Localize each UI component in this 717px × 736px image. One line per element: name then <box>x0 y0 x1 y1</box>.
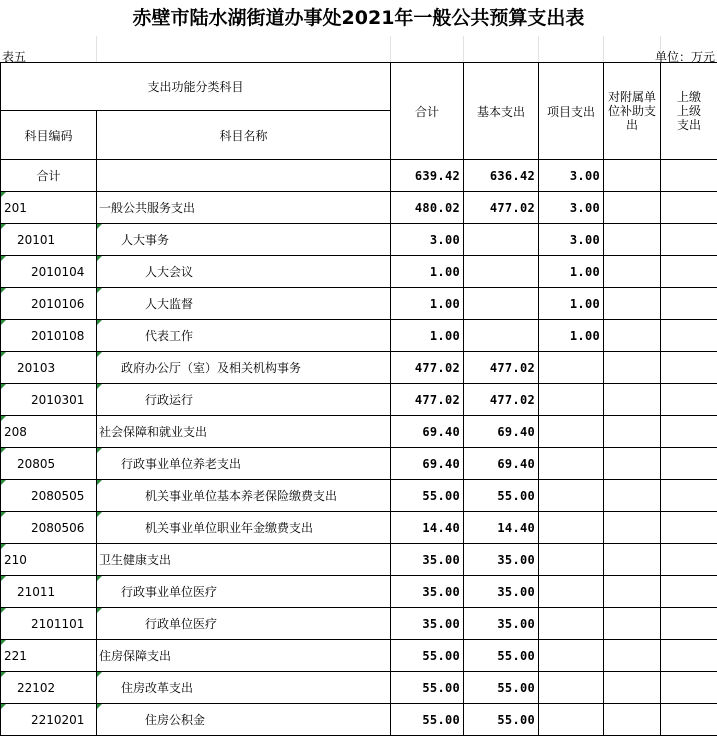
cell-total: 69.40 <box>391 416 464 448</box>
cell-subsidy <box>604 352 661 384</box>
cell-basic: 35.00 <box>464 544 539 576</box>
header-name: 科目名称 <box>97 111 391 160</box>
cell-subsidy <box>604 160 661 192</box>
table-row <box>1 608 717 640</box>
cell-subsidy <box>604 512 661 544</box>
cell-name: 行政事业单位医疗 <box>97 576 391 608</box>
cell-superior <box>661 448 717 480</box>
cell-subsidy <box>604 640 661 672</box>
cell-code: 21011 <box>1 576 97 608</box>
cell-name: 机关事业单位基本养老保险缴费支出 <box>97 480 391 512</box>
cell-superior <box>661 576 717 608</box>
cell-code: 20805 <box>1 448 97 480</box>
table-row <box>1 576 717 608</box>
table-row <box>1 288 717 320</box>
cell-name: 卫生健康支出 <box>97 544 391 576</box>
cell-superior <box>661 608 717 640</box>
table-meta-row <box>0 36 717 62</box>
cell-superior <box>661 544 717 576</box>
table-row <box>1 640 717 672</box>
cell-name: 社会保障和就业支出 <box>97 416 391 448</box>
table-row <box>1 448 717 480</box>
cell-code: 210 <box>1 544 97 576</box>
table-number: 表五 <box>2 48 26 65</box>
cell-project <box>539 384 604 416</box>
cell-basic: 477.02 <box>464 352 539 384</box>
cell-total: 1.00 <box>391 288 464 320</box>
cell-code: 2210201 <box>1 704 97 736</box>
cell-code: 20101 <box>1 224 97 256</box>
cell-project <box>539 448 604 480</box>
cell-name: 政府办公厅（室）及相关机构事务 <box>97 352 391 384</box>
unit-label: 单位：万元 <box>655 48 715 65</box>
table-row <box>1 416 717 448</box>
cell-basic: 636.42 <box>464 160 539 192</box>
cell-basic: 477.02 <box>464 192 539 224</box>
cell-superior <box>661 352 717 384</box>
cell-total: 639.42 <box>391 160 464 192</box>
cell-project <box>539 640 604 672</box>
cell-subsidy <box>604 608 661 640</box>
cell-project: 1.00 <box>539 320 604 352</box>
cell-code: 合计 <box>1 160 97 192</box>
cell-total: 35.00 <box>391 608 464 640</box>
cell-basic: 55.00 <box>464 704 539 736</box>
cell-superior <box>661 320 717 352</box>
cell-name: 代表工作 <box>97 320 391 352</box>
cell-total: 477.02 <box>391 352 464 384</box>
cell-subsidy <box>604 320 661 352</box>
header-total: 合计 <box>391 63 464 160</box>
cell-total: 14.40 <box>391 512 464 544</box>
cell-name: 人大监督 <box>97 288 391 320</box>
cell-name: 住房公积金 <box>97 704 391 736</box>
cell-project <box>539 704 604 736</box>
cell-basic <box>464 320 539 352</box>
cell-basic <box>464 288 539 320</box>
page-title: 赤壁市陆水湖街道办事处2021年一般公共预算支出表 <box>0 0 717 36</box>
cell-project: 3.00 <box>539 224 604 256</box>
cell-total: 35.00 <box>391 544 464 576</box>
cell-code: 22102 <box>1 672 97 704</box>
cell-code: 2080506 <box>1 512 97 544</box>
header-project: 项目支出 <box>539 63 604 160</box>
cell-project <box>539 672 604 704</box>
cell-project <box>539 352 604 384</box>
cell-name: 人大事务 <box>97 224 391 256</box>
cell-name: 行政运行 <box>97 384 391 416</box>
cell-total: 35.00 <box>391 576 464 608</box>
budget-table <box>0 62 717 736</box>
cell-project <box>539 512 604 544</box>
table-row <box>1 160 717 192</box>
cell-basic: 55.00 <box>464 672 539 704</box>
cell-code: 2010301 <box>1 384 97 416</box>
header-code: 科目编码 <box>1 111 97 160</box>
cell-name: 行政事业单位养老支出 <box>97 448 391 480</box>
table-row <box>1 512 717 544</box>
cell-superior <box>661 640 717 672</box>
cell-subsidy <box>604 672 661 704</box>
table-row <box>1 672 717 704</box>
cell-superior <box>661 672 717 704</box>
header-subsidy: 对附属单位补助支出 <box>604 63 661 160</box>
cell-subsidy <box>604 704 661 736</box>
cell-project: 1.00 <box>539 256 604 288</box>
header-superior: 上缴上级支出 <box>661 63 717 160</box>
cell-project <box>539 608 604 640</box>
cell-subsidy <box>604 224 661 256</box>
cell-name: 行政单位医疗 <box>97 608 391 640</box>
cell-project: 1.00 <box>539 288 604 320</box>
cell-code: 2080505 <box>1 480 97 512</box>
cell-basic: 55.00 <box>464 480 539 512</box>
cell-basic: 55.00 <box>464 640 539 672</box>
table-row <box>1 320 717 352</box>
cell-superior <box>661 192 717 224</box>
cell-project: 3.00 <box>539 160 604 192</box>
cell-basic <box>464 256 539 288</box>
cell-subsidy <box>604 288 661 320</box>
table-row <box>1 224 717 256</box>
cell-superior <box>661 224 717 256</box>
cell-total: 55.00 <box>391 704 464 736</box>
header-basic: 基本支出 <box>464 63 539 160</box>
table-row <box>1 192 717 224</box>
cell-name: 机关事业单位职业年金缴费支出 <box>97 512 391 544</box>
cell-subsidy <box>604 192 661 224</box>
cell-total: 1.00 <box>391 256 464 288</box>
cell-superior <box>661 480 717 512</box>
cell-subsidy <box>604 448 661 480</box>
cell-subsidy <box>604 416 661 448</box>
cell-total: 480.02 <box>391 192 464 224</box>
cell-basic: 35.00 <box>464 576 539 608</box>
cell-superior <box>661 512 717 544</box>
cell-total: 1.00 <box>391 320 464 352</box>
cell-name: 住房保障支出 <box>97 640 391 672</box>
cell-subsidy <box>604 576 661 608</box>
cell-total: 55.00 <box>391 640 464 672</box>
cell-name: 一般公共服务支出 <box>97 192 391 224</box>
cell-project <box>539 544 604 576</box>
table-row <box>1 480 717 512</box>
table-row <box>1 256 717 288</box>
cell-basic: 69.40 <box>464 416 539 448</box>
cell-superior <box>661 288 717 320</box>
table-row <box>1 352 717 384</box>
cell-total: 477.02 <box>391 384 464 416</box>
cell-basic: 69.40 <box>464 448 539 480</box>
cell-name: 人大会议 <box>97 256 391 288</box>
cell-code: 201 <box>1 192 97 224</box>
cell-project <box>539 480 604 512</box>
cell-superior <box>661 384 717 416</box>
cell-basic: 477.02 <box>464 384 539 416</box>
cell-basic: 14.40 <box>464 512 539 544</box>
cell-total: 3.00 <box>391 224 464 256</box>
cell-code: 2010106 <box>1 288 97 320</box>
cell-total: 55.00 <box>391 672 464 704</box>
cell-name <box>97 160 391 192</box>
table-row <box>1 544 717 576</box>
cell-code: 208 <box>1 416 97 448</box>
cell-code: 2010108 <box>1 320 97 352</box>
header-category-group: 支出功能分类科目 <box>1 63 391 111</box>
cell-project <box>539 416 604 448</box>
cell-name: 住房改革支出 <box>97 672 391 704</box>
cell-superior <box>661 160 717 192</box>
cell-project: 3.00 <box>539 192 604 224</box>
cell-code: 221 <box>1 640 97 672</box>
cell-superior <box>661 416 717 448</box>
cell-basic <box>464 224 539 256</box>
cell-project <box>539 576 604 608</box>
cell-code: 2010104 <box>1 256 97 288</box>
cell-superior <box>661 704 717 736</box>
cell-code: 20103 <box>1 352 97 384</box>
cell-superior <box>661 256 717 288</box>
cell-subsidy <box>604 384 661 416</box>
cell-total: 55.00 <box>391 480 464 512</box>
table-row <box>1 384 717 416</box>
cell-subsidy <box>604 256 661 288</box>
table-row <box>1 704 717 736</box>
cell-code: 2101101 <box>1 608 97 640</box>
cell-basic: 35.00 <box>464 608 539 640</box>
cell-total: 69.40 <box>391 448 464 480</box>
cell-subsidy <box>604 480 661 512</box>
cell-subsidy <box>604 544 661 576</box>
